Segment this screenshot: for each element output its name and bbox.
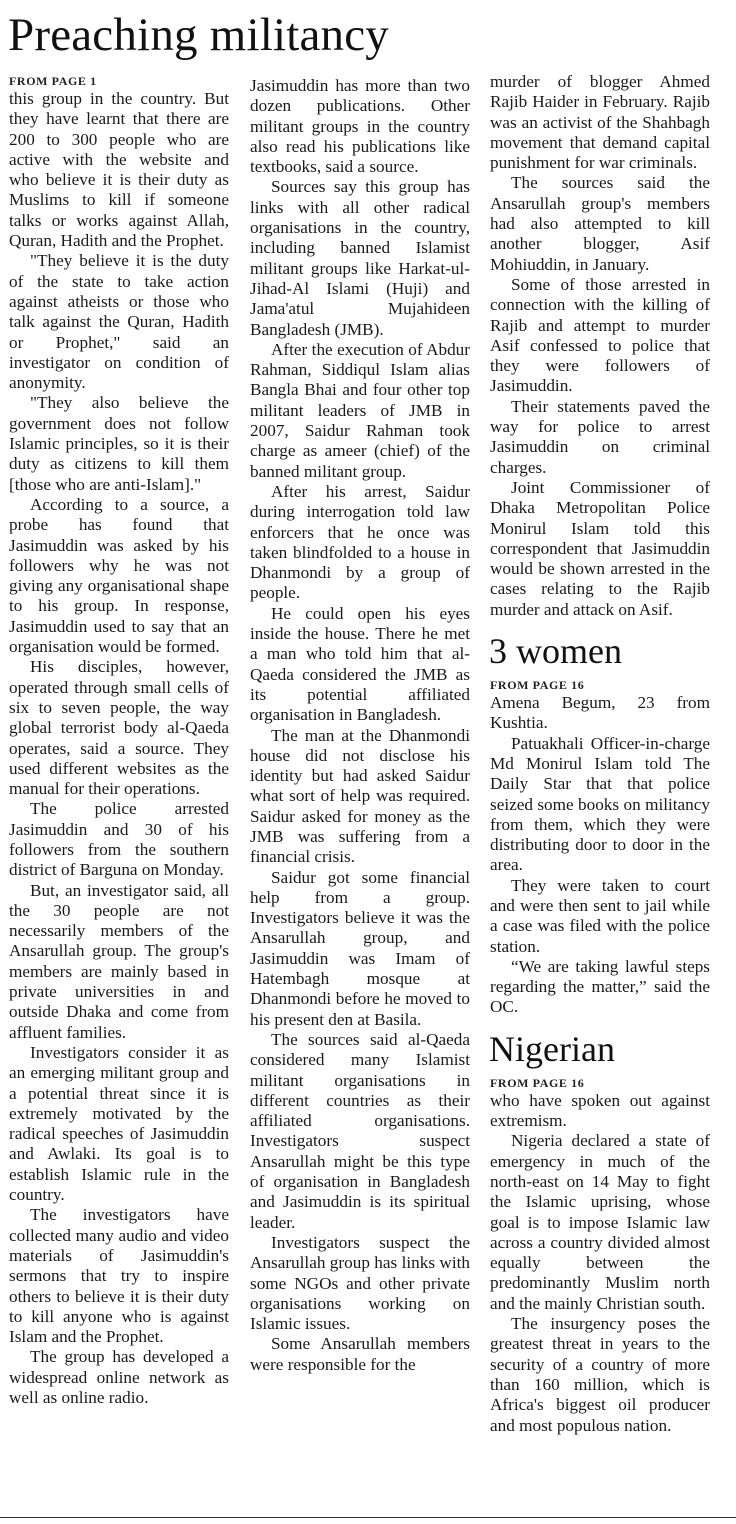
nigerian-story-heading: Nigerian [489,1028,615,1069]
article-paragraph: Saidur got some financial help from a group. Investigators believe it was the Ansarullah group, and Jasimuddin was Imam of Hatembagh mosque at Dhanmondi before he moved to his present den at Basila. [250,867,470,1029]
article-paragraph: “We are taking lawful steps regarding the matter,” said the OC. [490,956,710,1017]
article-paragraph: The police arrested Jasimuddin and 30 of his followers from the southern district of Barguna on Monday. [9,799,229,880]
article-paragraph: "They believe it is the duty of the state to take action against atheists or those who talk against the Quran, Hadith or Prophet," said an investigator on condition of anonymity. [9,251,229,393]
article-paragraph: According to a source, a probe has found that Jasimuddin was asked by his followers why he was not giving any organisational shape to his group. In response, Jasimuddin used to say that an organisation would be formed. [9,494,229,657]
article-paragraph: who have spoken out against extremism. [490,1090,710,1131]
page-headline: Preaching militancy [8,9,389,61]
article-paragraph: Nigeria declared a state of emergency in much of the north-east on 14 May to fight the Islamic uprising, whose goal is to impose Islamic law across a country divided almost equally between the predominantly Muslim north and the mainly Christian south. [490,1131,710,1313]
bottom-rule [0,1517,736,1518]
article-paragraph: After the execution of Abdur Rahman, Siddiqul Islam alias Bangla Bhai and four other top militant leaders of JMB in 2007, Saidur Rahman took charge as ameer (chief) of the banned militant group. [250,339,470,481]
article-paragraph: "They also believe the government does not follow Islamic principles, so it is their duty as citizens to kill them [those who are anti-Islam]." [9,393,229,494]
article-paragraph: Joint Commissioner of Dhaka Metropolitan Police Monirul Islam told this correspondent that Jasimuddin would be shown arrested in the cases relating to the Rajib murder and attack on Asif. [490,477,710,619]
article-paragraph: After his arrest, Saidur during interrogation told law enforcers that he once was taken blindfolded to a house in Dhanmondi by a group of people. [250,481,470,603]
article-paragraph: Sources say this group has links with all other radical organisations in the country, including banned Islamist militant groups like Harkat-ul-Jihad-Al Islami (Huji) and Jama'atul Mujahideen Bangladesh (JMB). [250,177,470,339]
article-paragraph: The investigators have collected many audio and video materials of Jasimuddin's sermons that try to inspire others to believe it is their duty to kill anyone who is against Islam and the Prophet. [9,1205,229,1347]
article-paragraph: The insurgency poses the greatest threat in years to the security of a country of more than 160 million, which is Africa's biggest oil producer and most populous nation. [490,1314,710,1435]
article-paragraph: But, an investigator said, all the 30 people are not necessarily members of the Ansarullah group. The group's members are mainly based in private universities in and outside Dhaka and come from affluent families. [9,880,229,1042]
article-column-3 [490,72,710,1436]
article-paragraph: murder of blogger Ahmed Rajib Haider in February. Rajib was an activist of the Shahbagh movement that demand capital punishment for war criminals. [490,72,710,173]
article-paragraph: Their statements paved the way for police to arrest Jasimuddin on criminal charges. [490,396,710,477]
from-page-label: FROM PAGE 1 [9,74,97,88]
article-column-2 [250,76,470,1375]
article-paragraph: Some of those arrested in connection with the killing of Rajib and attempt to murder Asif confessed to police that they were followers of Jasimuddin. [490,274,710,396]
article-paragraph: They were taken to court and were then sent to jail while a case was filed with the police station. [490,875,710,956]
article-paragraph: He could open his eyes inside the house. There he met a man who told him that al-Qaeda considered the JMB as its potential affiliated organisation in Bangladesh. [250,603,470,725]
article-paragraph: The man at the Dhanmondi house did not disclose his identity but had asked Saidur what sort of help was required. Saidur asked for money as the JMB was suffering from a financial crisis. [250,725,470,867]
article-paragraph: Investigators suspect the Ansarullah group has links with some NGOs and other private organisations working on Islamic issues. [250,1232,470,1334]
article-paragraph: Jasimuddin has more than two dozen publications. Other militant groups in the country also read his publications like textbooks, said a source. [250,76,470,177]
article-paragraph: Patuakhali Officer-in-charge Md Monirul Islam told The Daily Star that that police seized some books on militancy from them, which they were distributing door to door in the area. [490,733,710,875]
from-page-label: FROM PAGE 16 [490,1075,585,1090]
article-paragraph: The sources said al-Qaeda considered many Islamist militant organisations in different countries as their affiliated organisations. Investigators suspect Ansarullah might be this type of organisation in Bangladesh and Jasimuddin is its spiritual leader. [250,1029,470,1232]
article-paragraph: Investigators consider it as an emerging militant group and a potential threat since it is extremely motivated by the radical speeches of Jasimuddin and Awlaki. Its goal is to establish Islamic rule in the country. [9,1042,229,1205]
article-paragraph: His disciples, however, operated through small cells of six to seven people, the way global terrorist body al-Qaeda operates, said a source. They used different websites as the manual for their operations. [9,657,229,799]
article-paragraph: The sources said the Ansarullah group's members had also attempted to kill another blogger, Asif Mohiuddin, in January. [490,173,710,274]
women-story-heading: 3 women [489,631,622,672]
article-column-1 [9,72,229,1408]
from-page-label: FROM PAGE 16 [490,678,585,693]
article-paragraph: this group in the country. But they have learnt that there are 200 to 300 people who are active with the website and who believe it is their duty as Muslims to kill if someone talks or works against Allah, Quran, Hadith and the Prophet. [9,89,229,251]
article-paragraph: Amena Begum, 23 from Kushtia. [490,693,710,733]
article-paragraph: The group has developed a widespread online network as well as online radio. [9,1347,229,1407]
article-paragraph: Some Ansarullah members were responsible for the [250,1334,470,1374]
